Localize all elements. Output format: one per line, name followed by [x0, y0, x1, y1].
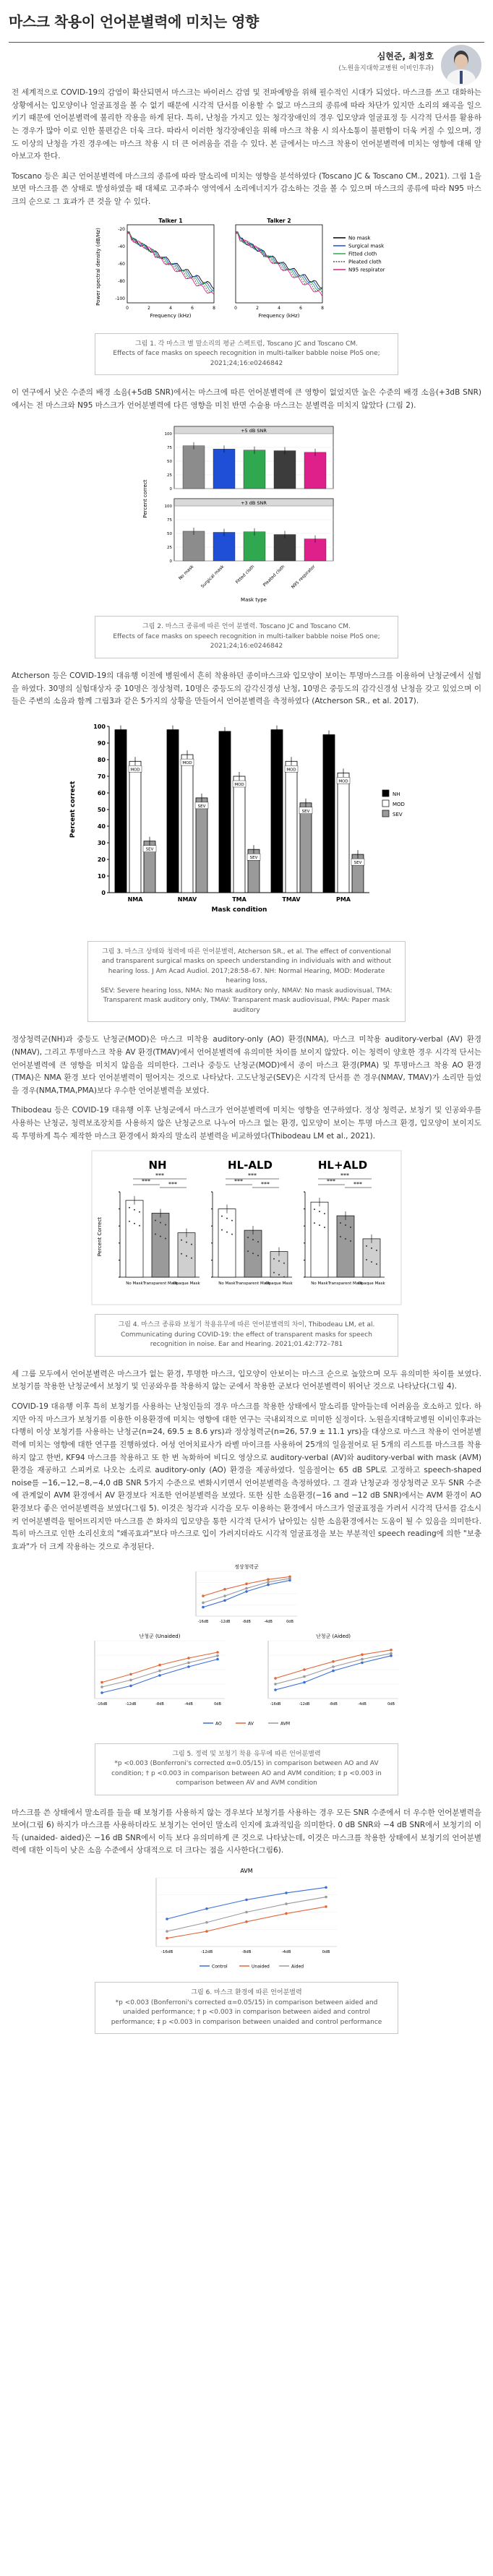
- paragraph-intro: 전 세계적으로 COVID-19의 감염이 확산되면서 마스크는 바이러스 감염 및 전파예방을 위해 필수적인 시대가 되었다. 마스크를 쓰고 대화하는 상황에서는 입모양이나 얼굴표정을 볼 수 없기 때문에 시각적 단서를 이용할 수 없고 마스크의 종류에 따라 차단가 있지만 소리의 왜곡을 일으키기 때문에 언어분별력에 불리한 작용을 하게 된다. 특히, 난청을 가지고 있는 청각장애인의 경우 입모양과 얼굴표정 등 시각적 단서를 활용하는 경우가 많아 이로 인한 불편감은 더욱 크다. 따라서 이러한 청각장애인을 위해 마스크 착용 시 의사소통이 불편함이 더욱 커질 수 있으며, 경도 이상의 난청을 가진 경우에는 마스크 착용 시 더 큰 어려움을 겪을 수 있다. 본 글에서는 마스크 착용이 언어분별력에 미치는 영향에 대해 알아보고자 한다.: [12, 88, 481, 161]
- fig6-xtick: -4dB: [281, 1950, 291, 1954]
- fig4-datapoint: [324, 1213, 325, 1214]
- fig4-datapoint: [252, 1239, 254, 1240]
- fig5-xtick: 0dB: [214, 1701, 221, 1706]
- fig2-xtick: Pleated cloth: [262, 564, 286, 588]
- fig5-xtick: -12dB: [219, 1619, 231, 1624]
- fig2-bar: [274, 535, 296, 561]
- fig4-datapoint: [231, 1234, 233, 1235]
- fig2-xlabel: Mask type: [241, 597, 267, 604]
- fig4-datapoint: [324, 1227, 325, 1228]
- fig5-series-line-1: [102, 1652, 218, 1683]
- fig2-xtick: Surgical mask: [200, 564, 226, 590]
- fig3-legend-label-0: NH: [393, 791, 400, 797]
- figure-1: [9, 216, 484, 325]
- fig2-ytick: 50: [167, 460, 172, 465]
- figure-5: [9, 1561, 484, 1735]
- fig2-xtick: Fitted cloth: [234, 564, 256, 585]
- fig4-datapoint: [257, 1255, 259, 1256]
- fig4-ylabel: Percent Correct: [97, 1217, 103, 1257]
- page-title: 마스크 착용이 언어분별력에 미치는 영향: [9, 13, 259, 30]
- figure-4-bar-chart: [91, 1150, 402, 1305]
- fig3-bar-label: SEV: [145, 847, 154, 852]
- fig4-datapoint: [160, 1236, 161, 1237]
- fig2-panel-label-1: +3 dB SNR: [241, 500, 267, 507]
- fig2-ytick: 100: [164, 432, 172, 437]
- fig2-ylabel: Percent correct: [142, 479, 148, 518]
- fig3-bar-label: SEV: [197, 804, 206, 809]
- fig4-sig-label: ***: [155, 1172, 164, 1180]
- fig2-bar: [274, 451, 296, 489]
- fig4-datapoint: [350, 1227, 351, 1228]
- figure-3-caption: [87, 941, 406, 1023]
- fig4-datapoint: [139, 1225, 140, 1227]
- fig1-panel-title-1: Talker 2: [267, 217, 291, 224]
- fig5-xtick: -8dB: [155, 1701, 164, 1706]
- fig2-bar: [213, 450, 235, 489]
- fig4-datapoint: [366, 1259, 367, 1261]
- author-affiliation: (노원을지대학교병원 이비인후과): [338, 65, 434, 73]
- fig6-title: AVM: [240, 1868, 253, 1874]
- fig5-legend-label-2: AVM: [280, 1721, 291, 1726]
- figure-5-caption-en: *p <0.003 (Bonferroni's corrected α=0.05/15) in comparison between AO and AV condition; † p <0.003 in comparison between AO and AVM condition; ‡ p <0.003 in comparison between AV and AVM condition: [111, 1760, 382, 1787]
- fig6-series-line-0: [167, 1887, 326, 1919]
- fig5-xtick: -12dB: [125, 1701, 137, 1706]
- fig4-datapoint: [314, 1222, 315, 1224]
- fig4-datapoint: [247, 1250, 249, 1252]
- fig1-xtick: 6: [299, 305, 302, 311]
- fig1-ytick: -100: [115, 296, 125, 301]
- fig2-ytick: 50: [167, 532, 172, 537]
- figure-3: [9, 716, 484, 932]
- fig1-xtick: 8: [321, 305, 324, 311]
- fig5-panel-title-2: 난청군 (Aided): [316, 1633, 351, 1639]
- fig4-datapoint: [376, 1263, 377, 1265]
- fig5-xtick: -12dB: [299, 1701, 310, 1706]
- fig3-bar-NH-PMA: [323, 734, 335, 893]
- fig4-bar: [218, 1209, 236, 1277]
- fig4-datapoint: [226, 1232, 228, 1233]
- fig5-xtick: -16dB: [197, 1619, 209, 1624]
- fig4-datapoint: [191, 1244, 192, 1245]
- fig1-legend-label-1: Surgical mask: [348, 243, 385, 249]
- fig4-datapoint: [221, 1229, 223, 1231]
- fig5-xtick: -4dB: [264, 1619, 273, 1624]
- fig4-datapoint: [283, 1276, 285, 1278]
- fig3-bar-label: SEV: [301, 809, 310, 814]
- fig5-xtick: -8dB: [242, 1619, 251, 1624]
- fig4-xtick: Opaque Mask: [265, 1281, 293, 1287]
- fig4-sig-label: ***: [340, 1172, 349, 1180]
- fig4-datapoint: [283, 1263, 285, 1264]
- fig4-sig-label: ***: [234, 1178, 243, 1185]
- fig3-legend-swatch-1: [382, 800, 389, 807]
- paragraph-toscano: Toscano 등은 최근 언어분별력에 마스크의 종류에 따라 말소리에 미치는 영향을 분석하였다 (Toscano JC & Toscano CM., 2021). 그림 1을 보면 마스크를 쓴 상태로 발성하였을 때 대체로 고주파수 영역에서 소리에너지가 감소하는 것을 볼 수 있으며 마스크의 종류에 따라 N95 마스크의 순으로 그 효과가 큰 것을 알 수 있다.: [12, 171, 481, 206]
- fig3-ytick: 60: [97, 789, 106, 797]
- fig4-datapoint: [273, 1258, 275, 1260]
- fig3-bar-label: MOD: [130, 768, 140, 773]
- fig2-ytick: 25: [167, 546, 172, 551]
- fig4-bar: [363, 1239, 380, 1277]
- fig4-datapoint: [376, 1250, 377, 1251]
- fig1-legend-label-0: No mask: [348, 235, 371, 241]
- fig6-xtick: -12dB: [200, 1950, 213, 1954]
- fig4-datapoint: [278, 1261, 280, 1262]
- fig1-xtick: 4: [278, 305, 280, 311]
- fig3-bar-MOD-NMA: [129, 761, 141, 893]
- fig3-ytick: 50: [97, 806, 106, 813]
- fig3-bar-MOD-PMA: [338, 773, 349, 893]
- fig5-xtick: -4dB: [358, 1701, 366, 1706]
- fig3-bar-label: MOD: [234, 782, 244, 787]
- fig5-xtick: -16dB: [96, 1701, 108, 1706]
- figure-1-caption-kr: 그림 1. 각 마스크 별 말소리의 평균 스펙트럼, Toscano JC and Toscano CM.: [134, 340, 359, 348]
- fig1-ytick: -40: [118, 244, 125, 249]
- fig4-datapoint: [345, 1238, 346, 1240]
- figure-1-caption: [95, 333, 398, 376]
- fig2-xtick: No mask: [177, 564, 195, 582]
- author-block: [338, 49, 434, 74]
- fig4-sig-label: ***: [142, 1178, 150, 1185]
- fig4-datapoint: [160, 1222, 161, 1224]
- figure-3-bar-chart: [59, 716, 434, 932]
- figure-5-caption-kr: 그림 5. 정력 및 보청기 착용 유무에 따른 언어분별력: [172, 1750, 321, 1758]
- fig5-xtick: -4dB: [184, 1701, 193, 1706]
- fig1-xlabel: Frequency (kHz): [258, 312, 300, 319]
- fig5-legend-label-0: AO: [215, 1721, 222, 1726]
- fig1-xtick: 2: [256, 305, 259, 311]
- figure-2: [9, 419, 484, 607]
- figure-4-caption-kr: 그림 4. 마스크 종류와 보청기 착용유무에 따른 언어분별력의 차이, Thibodeau LM, et al.: [118, 1321, 375, 1329]
- fig3-ytick: 80: [97, 756, 106, 763]
- fig3-xtick-TMA: TMA: [232, 896, 246, 903]
- figure-3-caption-1: 그림 3. 마스크 상태와 청력에 따른 언어분별력, Atcherson SR., et al. The effect of conventional and transparent surgical masks on speech understanding in individuals with and without hearing loss. J Am Acad Audiol. 2017;28:58–67. NH: Normal Hearing, MOD: Moderate hearing loss,: [101, 948, 392, 985]
- fig3-legend-swatch-2: [382, 810, 389, 817]
- fig1-ytick: -60: [118, 261, 125, 267]
- paragraph-hearing-aid: 마스크를 쓴 상태에서 말소리를 들을 때 보청기를 사용하지 않는 경우보다 보청기를 사용하는 경우 모든 SNR 수준에서 더 우수한 언어분별력을 보여(그림 6) 하지가 마스크를 사용하더라도 보청기는 언어인 말소리 인지에 효과적임을 의미한다. 0 dB SNR와 −4 dB SNR에서 보청기의 이득 (unaided- aided)은 −16 dB SNR에서 이득 보다 유의미하게 큰 것으로 나타났는데, 이것은 마스크를 착용한 상태에서 보청기의 언어분별력에 대한 이득이 낮은 소음 수준에서 상대적으로 더 크다는 점을 시사한다(그림6).: [12, 1808, 481, 1855]
- fig3-legend-swatch-0: [382, 790, 389, 797]
- figure-4-caption-en: Communicating during COVID-19: the effect of transparent masks for speech recognition in noise. Ear and Hearing. 2021;01.42:772–781: [121, 1331, 372, 1349]
- fig4-datapoint: [186, 1255, 187, 1257]
- fig4-datapoint: [134, 1209, 135, 1211]
- fig4-datapoint: [319, 1224, 320, 1226]
- fig6-xtick: -8dB: [241, 1950, 252, 1954]
- fig5-series-line-1: [275, 1649, 391, 1678]
- fig4-datapoint: [226, 1218, 228, 1219]
- fig4-panel-title-2: HL+ALD: [317, 1159, 368, 1172]
- fig5-xtick: 0dB: [286, 1619, 293, 1624]
- fig2-ytick: 0: [169, 487, 172, 492]
- fig2-panel-label-0: +5 dB SNR: [241, 428, 267, 434]
- paragraph-thibodeau: Thibodeau 등은 COVID-19 대유행 이후 난청군에서 마스크가 언어분별력에 미치는 영향을 연구하였다. 정상 청력군, 보청기 및 인공와우를 사용하는 난청군, 청력보조장치를 사용하지 않은 난청군으로 나누어 마스크 없는 환경, 입모양이 보이는 투명 마스크 환경, 입모양이 보이지도록 투명하게 특수 제작한 마스크 환경에서 화자의 말소리 분별력을 비교하였다(Thibodeau LM et al., 2021).: [12, 1106, 481, 1141]
- fig2-bar: [213, 533, 235, 562]
- fig3-ytick: 10: [97, 872, 106, 880]
- figure-6: [9, 1865, 484, 1973]
- fig4-xtick: Opaque Mask: [358, 1281, 385, 1287]
- fig3-xtick-TMAV: TMAV: [282, 896, 301, 903]
- fig4-xtick: No Mask: [218, 1281, 236, 1287]
- fig5-series-line-2: [275, 1653, 391, 1683]
- fig3-bar-SEV-NMAV: [196, 798, 207, 893]
- paragraph-eulji-study: COVID-19 대유행 이후 특히 보청기를 사용하는 난청인들의 경우 마스크를 착용한 상태에서 말소리를 알아들는데 어려움을 호소하고 있다. 하지만 아직 마스크가 보청기를 이용한 이용환경에 미치는 영향에 대한 연구는 국내외적으로 미미한 실정이다. 노원을지대학교병원 이비인후과는 다행히 이상 보청기를 사용하는 난청군(n=24, 69.5 ± 8.6 yrs)과 정상청력군(n=26, 57.9 ± 11.1 yrs)을 대상으로 마스크 착용이 언어분별력에 미치는 영향에 대한 연구를 진행하였다. 여성 언어치료사가 라벨 마이크를 사용하여 25개의 일음절어로 된 5개의 리스트를 마스크를 착용하지 않고 한번, KF94 마스크를 착용하고 또 한 번 녹화하여 비디오 영상으로 auditory-verbal (AV)와 auditory-verbal with mask (AVM) 환경을 재공하고 스피커로 나오는 소리로 auditory-only (AO) 환경을 제공하였다. 일음절어는 65 dB SPL로 고정하고 speech-shaped noise를 −16,−12,−8,−4,0 dB SNR 5가지 수준으로 변화시키면서 언어분별력을 측정하였다. 그 결과 난청군과 정상청력군 모두 SNR 수준에 관계없이 AVM 환경에서 AV 환경보다 저조한 언어분별력을 보였다. 또한 심한 소음환경(−16 and −12 dB SNR)에서는 AVM 환경이 AO 환경보다 좋은 언어분별력을 보였다(그림 5). 이것은 청각과 시각을 모두 이용하는 환경에서 마스크가 얼굴표정을 가려서 시각적 단서를 감소시켜 언어분별력을 떨어뜨리지만 마스크를 쓴 화자의 입모양을 통한 시각적 단서가 남아있는 심한 소음환경에서는 도움이 될 수 있음을 의미한다. 특히 마스크로 인한 소리신호의 "왜곡효과"보다 마스크로 입이 가려지더라도 시각적 얼굴표정을 보는 부분적인 speech reading에 의한 "보충효과"가 더 크게 작용하는 것으로 추정된다.: [12, 1402, 481, 1551]
- fig4-bar: [126, 1201, 143, 1277]
- figure-5-caption: [95, 1743, 398, 1795]
- fig4-bar: [311, 1202, 328, 1277]
- fig6-legend-label-0: Control: [212, 1964, 228, 1970]
- fig4-datapoint: [350, 1240, 351, 1242]
- fig6-legend-label-2: Aided: [291, 1964, 304, 1970]
- fig4-panel-title-1: HL-ALD: [228, 1159, 273, 1172]
- figure-4: [9, 1150, 484, 1305]
- fig3-xlabel: Mask condition: [211, 906, 267, 914]
- fig4-datapoint: [186, 1242, 187, 1243]
- fig3-bar-SEV-TMAV: [300, 803, 312, 893]
- fig3-bar-NH-TMAV: [271, 729, 283, 892]
- fig2-bar: [244, 450, 265, 489]
- fig3-ytick: 90: [97, 739, 106, 747]
- author-photo: [441, 45, 481, 85]
- fig4-xtick: No Mask: [126, 1281, 143, 1287]
- fig1-legend-label-3: Pleated cloth: [348, 259, 382, 265]
- fig1-xtick: 0: [126, 305, 129, 311]
- fig4-datapoint: [181, 1240, 182, 1241]
- fig4-datapoint: [319, 1211, 320, 1212]
- fig4-datapoint: [139, 1211, 140, 1213]
- fig2-xtick: N95 respirator: [290, 564, 317, 591]
- fig2-ytick: 75: [167, 446, 172, 451]
- fig2-bar: [183, 446, 205, 489]
- fig4-datapoint: [340, 1222, 341, 1224]
- fig3-legend-label-1: MOD: [393, 801, 405, 807]
- fig1-ytick: -80: [118, 278, 125, 284]
- fig3-ytick: 40: [97, 823, 106, 830]
- fig4-xtick: Opaque Mask: [173, 1281, 200, 1287]
- fig3-ytick: 0: [101, 889, 106, 896]
- fig5-series-line-1: [203, 1576, 290, 1596]
- fig3-legend-label-2: SEV: [393, 811, 403, 817]
- fig2-bar: [183, 531, 205, 561]
- fig4-datapoint: [134, 1223, 135, 1224]
- fig4-datapoint: [257, 1241, 259, 1242]
- title-divider: [9, 42, 484, 43]
- fig6-legend-label-1: Unaided: [252, 1964, 270, 1970]
- fig4-datapoint: [221, 1216, 223, 1217]
- fig4-bar: [178, 1233, 195, 1277]
- fig1-xlabel: Frequency (kHz): [150, 312, 192, 319]
- figure-6-caption-en: *p <0.003 (Bonferroni's corrected α=0.05/15) in comparison between aided and unaided performance; † p <0.003 in comparison between aided and control performance; ‡ p <0.003 in comparison between unaided and control performance: [111, 1998, 382, 2026]
- fig6-xtick: -16dB: [160, 1950, 173, 1954]
- fig3-xtick-NMAV: NMAV: [177, 896, 197, 903]
- figure-1-caption-en: Effects of face masks on speech recognition in multi-talker babble noise PloS one; 2021;24;16:e0246842: [113, 350, 380, 367]
- fig4-datapoint: [129, 1221, 130, 1222]
- fig3-ytick: 30: [97, 839, 106, 846]
- paragraph-results-atcherson: 정상청력군(NH)과 중등도 난청군(MOD)은 마스크 미착용 auditory-only (AO) 환경(NMA), 마스크 미착용 auditory-verbal (AV) 환경(NMAV), 그리고 투명마스크 착용 AV 환경(TMAV)에서 언어분별력에 유의미한 차이를 보이지 않았다. 이는 청력이 양호한 경우 시각적 단서는 언어분별력에 큰 영향을 미치지 않음을 의미한다. 그러나 중등도 난청군(MOD)에서 종이 마스크 환경(PMA) 및 투명마스크 착용 AO 환경(TMA)은 NMA 환경 보다 언어분별력이 떨어지는 것으로 나타났다. 고도난청군(SEV)은 시각적 단서를 쓴 경우(NMAV, TMAV)가 소리만 들었을 경우(NMA,TMA,PMA)보다 우수한 언어분별력을 보였다.: [12, 1035, 481, 1095]
- fig2-ytick: 25: [167, 473, 172, 478]
- fig1-panel-title-0: Talker 1: [158, 217, 183, 224]
- fig4-datapoint: [273, 1272, 275, 1274]
- fig4-datapoint: [340, 1236, 341, 1237]
- figure-2-caption: [95, 616, 398, 658]
- fig2-ytick: 75: [167, 518, 172, 523]
- fig4-datapoint: [247, 1237, 249, 1238]
- fig5-legend-label-1: AV: [248, 1721, 254, 1726]
- fig4-xtick: Transparent Mask: [235, 1281, 271, 1287]
- figure-3-caption-2: SEV: Severe hearing loss, NMA: No mask auditory only, NMAV: No mask audiovisual, TMA: Transparent mask auditory only, TMAV: Transparent mask audiovisual, PMA: Paper mask auditory: [100, 987, 393, 1014]
- fig1-xtick: 2: [147, 305, 150, 311]
- figure-6-caption: [95, 1982, 398, 2034]
- fig4-datapoint: [371, 1261, 372, 1263]
- article-header: [9, 0, 484, 87]
- fig4-datapoint: [252, 1253, 254, 1254]
- figure-5-line-charts: [87, 1561, 406, 1735]
- fig4-datapoint: [181, 1253, 182, 1255]
- fig3-ylabel: Percent correct: [69, 781, 77, 838]
- fig4-datapoint: [155, 1234, 156, 1235]
- fig5-panel-title-0: 정상청력군: [234, 1563, 259, 1570]
- fig1-xtick: 4: [169, 305, 172, 311]
- fig4-datapoint: [366, 1245, 367, 1247]
- fig4-datapoint: [231, 1220, 233, 1222]
- figure-2-caption-en: Effects of face masks on speech recognition in multi-talker babble noise PloS one; 2021;24;16:e0246842: [113, 632, 380, 651]
- fig5-xtick: 0dB: [387, 1701, 395, 1706]
- figure-2-caption-kr: 그림 2. 마스크 종류에 따른 언어 분별력. Toscano JC and Toscano CM.: [142, 623, 351, 631]
- fig3-ytick: 70: [97, 773, 106, 780]
- fig4-panel-title-0: NH: [148, 1159, 167, 1172]
- fig3-bar-label: SEV: [353, 860, 362, 865]
- fig4-datapoint: [155, 1220, 156, 1222]
- paragraph-atcherson: Atcherson 등은 COVID-19의 대유행 이전에 병원에서 흔히 착용하던 종이마스크와 입모양이 보이는 투명마스크를 이용하여 난청군에서 실험을 하였다. 30명의 실험대상자 중 10명은 정상청력, 10명은 중등도의 감각신경성 난청, 10명은 중등도의 감각신경성 난청을 갖고 있었으며 이들은 주변의 소음과 함께 그림3과 같은 5가지의 상황을 만들어서 언어분별력을 측정하였다 (Atcherson SR., et al. 2017).: [12, 671, 481, 706]
- fig1-legend-label-2: Fitted cloth: [348, 251, 377, 257]
- paragraph-fig2: 이 연구에서 낮은 수준의 배경 소음(+5dB SNR)에서는 마스크에 따른 언어분별력에 큰 영향이 없었지만 높은 수준의 배경 소음(+3dB SNR)에서는 전 마스크와 N95 마스크가 언어분별력에 다른 영향을 미친 반면 수술용 마스크는 분별력을 미치지 않았다 (그림 2).: [12, 388, 481, 410]
- fig3-bar-label: MOD: [182, 760, 192, 765]
- fig3-ytick: 100: [93, 723, 106, 730]
- fig1-legend-label-4: N95 respirator: [348, 267, 385, 273]
- fig2-ytick: 0: [169, 559, 172, 564]
- fig2-bar: [244, 532, 265, 561]
- fig3-bar-NH-TMA: [219, 731, 231, 893]
- fig3-xtick-PMA: PMA: [335, 896, 351, 903]
- fig2-bar: [304, 452, 326, 489]
- fig5-panel-title-1: 난청군 (Unaided): [139, 1633, 181, 1639]
- paragraph-results-thibodeau: 세 그룹 모두에서 언어분별력은 마스크가 없는 환경, 투명한 마스크, 입모양이 안보이는 마스크 순으로 높았으며 모두 유의미한 차이를 보였다. 보청기를 착용한 난청군에서 보청기 및 인공와우를 착용하지 않는 군에서 착용한 군보다 언어분별력이 뛰어난 것으로 나타났다(그림 4).: [12, 1369, 481, 1391]
- figure-1-spectrum-chart: [91, 216, 402, 325]
- figure-2-bar-chart: [138, 419, 355, 607]
- fig4-xtick: Transparent Mask: [142, 1281, 179, 1287]
- fig6-series-line-2: [167, 1897, 326, 1932]
- fig5-xtick: -16dB: [270, 1701, 281, 1706]
- fig4-datapoint: [345, 1224, 346, 1226]
- figure-6-line-chart: [127, 1865, 366, 1973]
- fig4-datapoint: [371, 1248, 372, 1249]
- fig3-bar-MOD-NMAV: [181, 755, 193, 893]
- fig4-datapoint: [129, 1207, 130, 1208]
- fig4-xtick: Transparent Mask: [327, 1281, 364, 1287]
- fig3-bar-NH-NMAV: [167, 729, 179, 892]
- fig4-datapoint: [165, 1224, 166, 1226]
- fig3-bar-MOD-TMAV: [286, 761, 297, 893]
- fig4-sig-label: ***: [353, 1181, 362, 1188]
- fig5-xtick: -8dB: [329, 1701, 338, 1706]
- fig4-datapoint: [278, 1274, 280, 1276]
- fig1-ylabel: Power spectral density (dB/Hz): [95, 227, 101, 306]
- fig4-datapoint: [314, 1208, 315, 1210]
- fig4-xtick: No Mask: [311, 1281, 328, 1287]
- figure-4-caption: [95, 1314, 398, 1357]
- fig3-bar-NH-NMA: [115, 729, 127, 892]
- fig3-ytick: 20: [97, 856, 106, 863]
- fig3-bar-label: MOD: [286, 768, 296, 773]
- fig4-datapoint: [165, 1238, 166, 1240]
- fig4-datapoint: [191, 1258, 192, 1259]
- figure-6-caption-kr: 그림 6. 마스크 환경에 따른 언어분별력: [191, 1989, 302, 1996]
- fig4-sig-label: ***: [248, 1172, 257, 1180]
- fig3-bar-label: SEV: [249, 855, 258, 860]
- fig1-xtick: 8: [213, 305, 215, 311]
- fig4-sig-label: ***: [261, 1181, 270, 1188]
- fig3-xtick-NMA: NMA: [127, 896, 143, 903]
- fig1-xtick: 0: [234, 305, 237, 311]
- fig3-bar-label: MOD: [338, 779, 348, 784]
- fig1-xtick: 6: [191, 305, 194, 311]
- fig1-ytick: -20: [118, 226, 125, 232]
- fig6-xtick: 0dB: [322, 1950, 330, 1954]
- fig3-bar-MOD-TMA: [233, 776, 245, 893]
- fig2-ytick: 100: [164, 505, 172, 510]
- author-names: 심현준, 최정호: [377, 51, 434, 61]
- fig4-sig-label: ***: [327, 1178, 335, 1185]
- fig4-sig-label: ***: [168, 1181, 177, 1188]
